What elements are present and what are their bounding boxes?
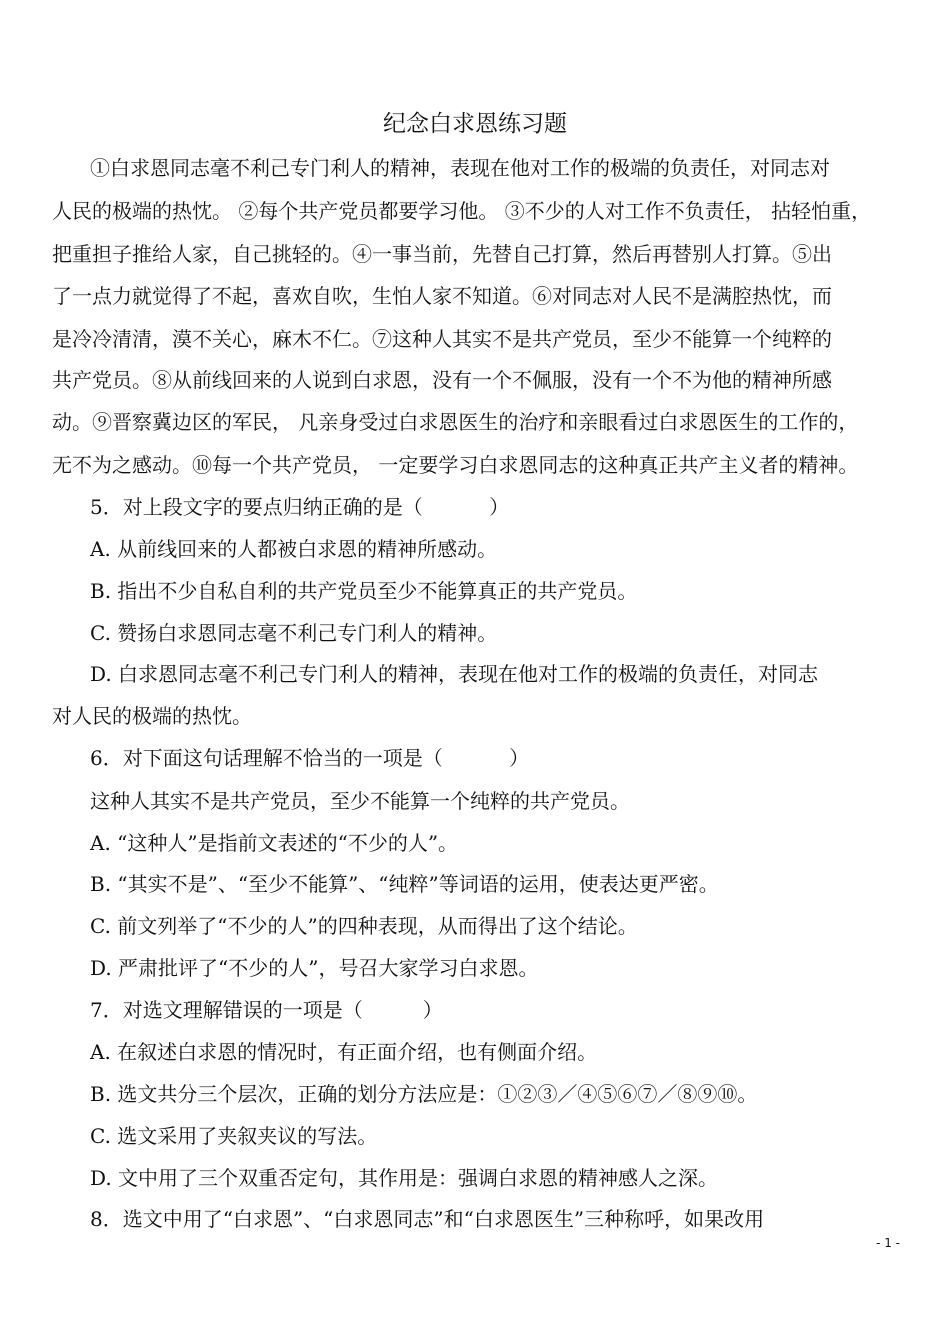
question-7-option-c: C. 选文采用了夹叙夹议的写法。 (90, 1124, 378, 1148)
passage-line: 共产党员。⑧从前线回来的人说到白求恩，没有一个不佩服，没有一个不为他的精神所感 (52, 368, 832, 392)
passage-line: 动。⑨晋察冀边区的军民， 凡亲身受过白求恩医生的治疗和亲眼看过白求恩医生的工作的， (52, 410, 859, 434)
question-7-option-d: D. 文中用了三个双重否定句，其作用是：强调白求恩的精神感人之深。 (90, 1166, 719, 1190)
passage-line: 把重担子推给人家，自己挑轻的。④一事当前，先替自己打算，然后再替别人打算。⑤出 (52, 242, 832, 266)
question-8-stem: 8．选文中用了“白求恩”、“白求恩同志”和“白求恩医生”三种称呼，如果改用 (90, 1207, 765, 1231)
question-6-option-a: A. “这种人”是指前文表述的“不少的人”。 (90, 831, 459, 855)
page-number: - 1 - (876, 1236, 900, 1250)
passage-line: 了一点力就觉得了不起，喜欢自吹，生怕人家不知道。⑥对同志对人民不是满腔热忱，而 (52, 284, 832, 308)
question-5-option-c: C. 赞扬白求恩同志毫不利己专门利人的精神。 (90, 621, 498, 645)
page-title: 纪念白求恩练习题 (383, 111, 567, 137)
question-7-option-b: B. 选文共分三个层次，正确的划分方法应是：①②③／④⑤⑥⑦／⑧⑨⑩。 (90, 1082, 758, 1106)
passage-line: 人民的极端的热忱。 ②每个共产党员都要学习他。 ③不少的人对工作不负责任， 拈轻怕重， (52, 199, 872, 223)
question-6-option-d: D. 严肃批评了“不少的人”，号召大家学习白求恩。 (90, 956, 539, 980)
question-5-option-a: A. 从前线回来的人都被白求恩的精神所感动。 (90, 537, 498, 561)
question-6-stem: 6．对下面这句话理解不恰当的一项是（ ） (90, 746, 530, 770)
question-6-option-c: C. 前文列举了“不少的人”的四种表现，从而得出了这个结论。 (90, 914, 638, 938)
passage-line: 无不为之感动。⑩每一个共产党员， 一定要学习白求恩同志的这种真正共产主义者的精神。 (52, 453, 859, 477)
question-5-option-d: D. 白求恩同志毫不利己专门利人的精神，表现在他对工作的极端的负责任，对同志 (90, 662, 819, 686)
question-5-option-b: B. 指出不少自私自利的共产党员至少不能算真正的共产党员。 (90, 579, 638, 603)
passage-line: 是冷冷清清，漠不关心，麻木不仁。⑦这种人其实不是共产党员，至少不能算一个纯粹的 (52, 327, 832, 351)
question-7-option-a: A. 在叙述白求恩的情况时，有正面介绍，也有侧面介绍。 (90, 1040, 598, 1064)
question-7-stem: 7．对选文理解错误的一项是（ ） (90, 998, 443, 1022)
passage-line: ①白求恩同志毫不利己专门利人的精神，表现在他对工作的极端的负责任，对同志对 (90, 156, 830, 180)
question-6-quote: 这种人其实不是共产党员，至少不能算一个纯粹的共产党员。 (90, 789, 630, 813)
question-5-option-d-cont: 对人民的极端的热忱。 (52, 704, 252, 728)
question-5-stem: 5．对上段文字的要点归纳正确的是（ ） (90, 495, 510, 519)
question-6-option-b: B. “其实不是”、“至少不能算”、“纯粹”等词语的运用，使表达更严密。 (90, 872, 719, 896)
